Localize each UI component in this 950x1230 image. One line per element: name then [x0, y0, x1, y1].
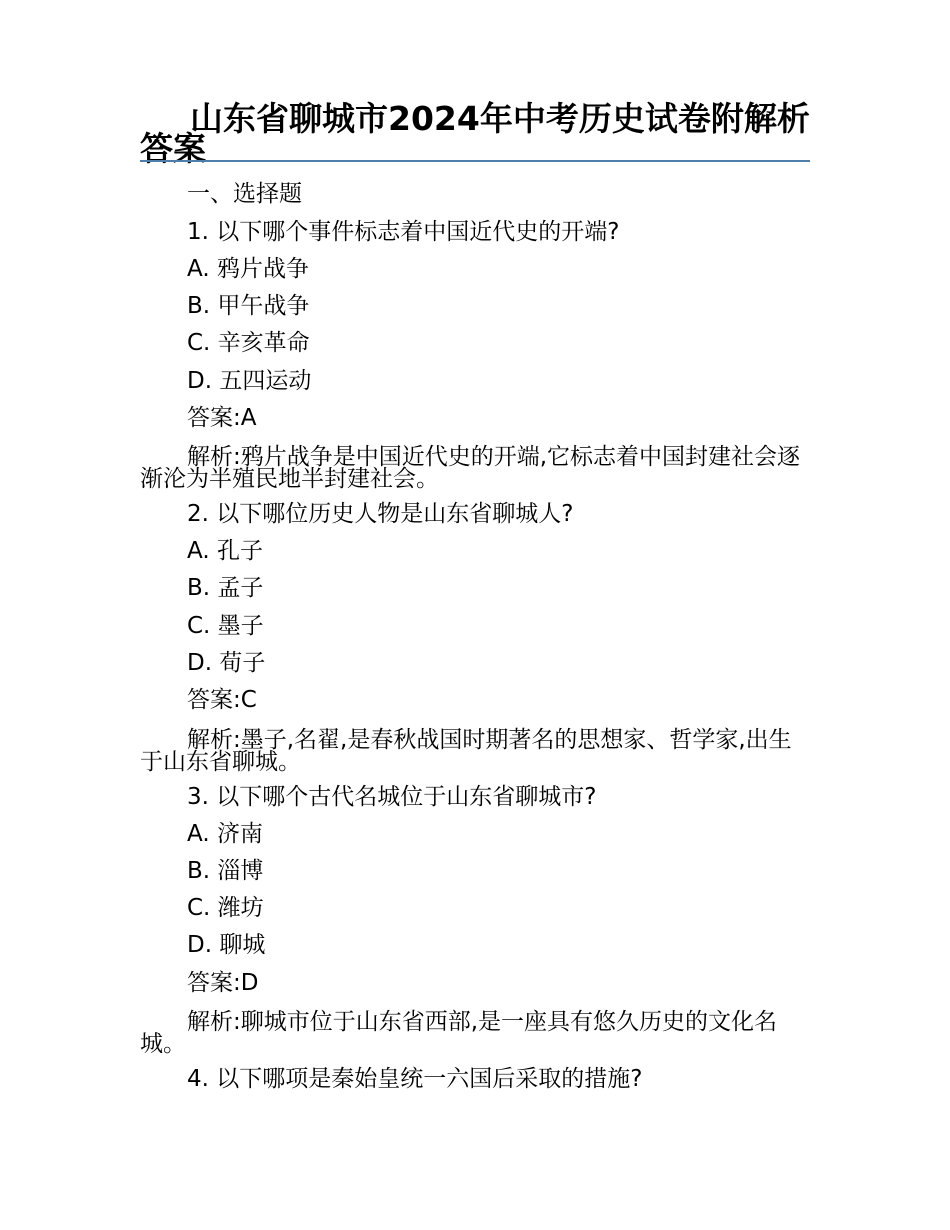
question-3-option-b: B. 淄博 [187, 858, 264, 884]
question-1-analysis: 解析:鸦片战争是中国近代史的开端,它标志着中国封建社会逐渐沦为半殖民地半封建社会。 [140, 444, 801, 492]
question-3: 3. 以下哪个古代名城位于山东省聊城市? [187, 784, 597, 810]
question-3-option-a: A. 济南 [187, 821, 263, 847]
question-2-option-d: D. 荀子 [187, 650, 266, 676]
question-2-answer: 答案:C [187, 687, 257, 713]
question-1-option-a: A. 鸦片战争 [187, 256, 309, 282]
question-3-answer: 答案:D [187, 970, 259, 996]
title-underline [140, 160, 810, 162]
question-3-option-d: D. 聊城 [187, 932, 266, 958]
question-2: 2. 以下哪位历史人物是山东省聊城人? [187, 501, 574, 527]
question-2-analysis: 解析:墨子,名翟,是春秋战国时期著名的思想家、哲学家,出生于山东省聊城。 [140, 727, 792, 775]
question-1-answer: 答案:A [187, 405, 257, 431]
question-3-analysis: 解析:聊城市位于山东省西部,是一座具有悠久历史的文化名城。 [140, 1009, 778, 1057]
question-2-option-b: B. 孟子 [187, 575, 264, 601]
question-4: 4. 以下哪项是秦始皇统一六国后采取的措施? [187, 1066, 643, 1092]
question-3-option-c: C. 潍坊 [187, 895, 264, 921]
document-title: 山东省聊城市2024年中考历史试卷附解析答案 [140, 99, 810, 168]
question-1-option-d: D. 五四运动 [187, 368, 312, 394]
question-2-option-a: A. 孔子 [187, 538, 263, 564]
section-heading: 一、选择题 [187, 181, 302, 207]
question-1-option-b: B. 甲午战争 [187, 293, 310, 319]
question-2-option-c: C. 墨子 [187, 613, 264, 639]
question-1: 1. 以下哪个事件标志着中国近代史的开端? [187, 219, 620, 245]
question-1-option-c: C. 辛亥革命 [187, 330, 310, 356]
